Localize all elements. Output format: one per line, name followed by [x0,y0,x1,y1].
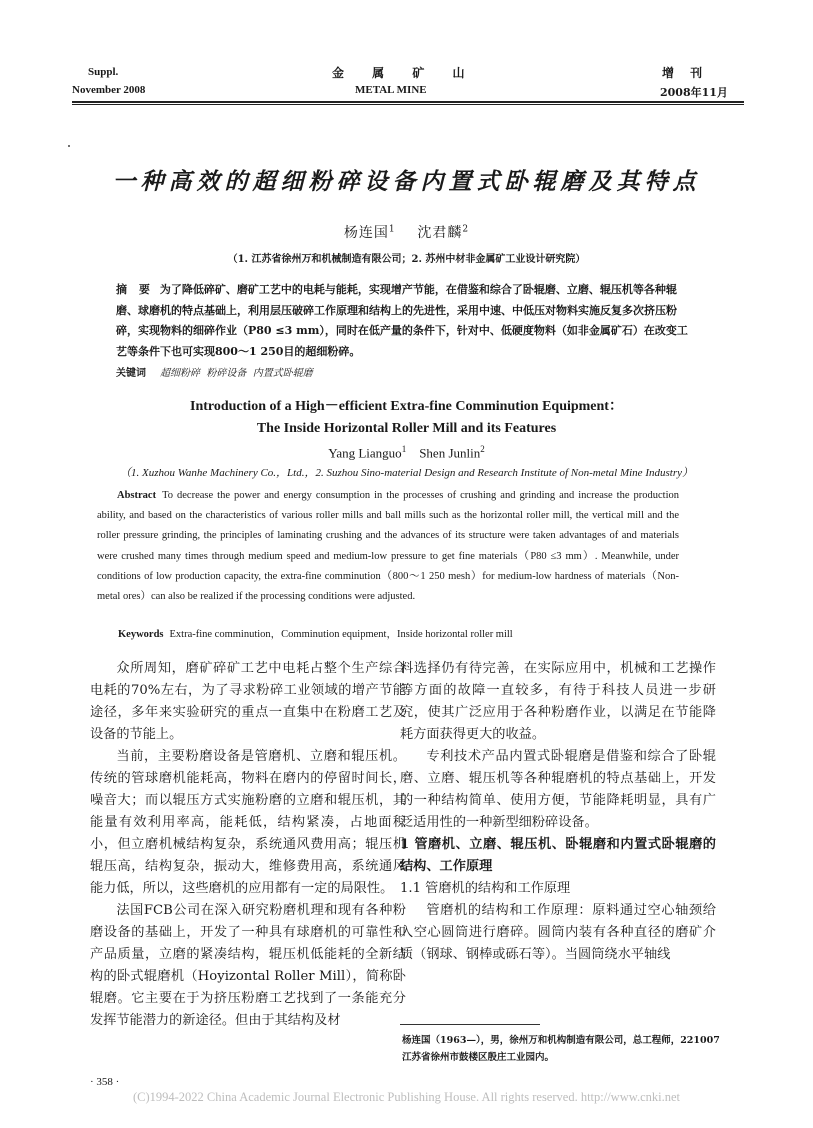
page-number: · 358 · [90,1076,120,1088]
abstract-en-text: To decrease the power and energy consumption in the processes of crushing and grinding and increase the production ability, and based on the characteristics of various roller mills and ball mills such as the horizontal roller mill, the vertical mill and the roller pressure grinding, the principles of laminating crushing and the advances of its structure were taken advantages of and materials were crushed many times through medium speed and medium-low pressure to get fine materials（P80 ≤3 mm）. Meanwhile, under conditions of low production capacity, the extra-fine comminution（800～1 250 mesh）for medium-low hardness of materials（Non-metal ores）can also be realized if the processing conditions were adjusted. [97,490,679,603]
author-name: 杨连国 [343,225,389,241]
body-paragraph: 料选择仍有待完善，在实际应用中，机械和工艺操作等方面的故障一直较多，有待于科技人员进一步研究，使其广泛应用于各种粉磨作业，以满足在节能降耗方面获得更大的收益。 [400,661,716,742]
copyright-notice: (C)1994-2022 China Academic Journal Electronic Publishing House. All rights reserved. http://www.cnki.net [132,1090,680,1104]
footnote-rule [400,1024,540,1025]
author-affil-mark: 1 [401,444,407,454]
body-paragraph: 众所周知，磨矿碎矿工艺中电耗占整个生产综合电耗的70%左右，为了寻求粉碎工业领域的增产节能途径，多年来实验研究的重点一直集中在粉磨工艺及设备的节能上。 [90,661,406,742]
body-paragraph: 当前，主要粉磨设备是管磨机、立磨和辊压机。传统的管球磨机能耗高，物料在磨内的停留时间长，噪音大；而以辊压方式实施粉磨的立磨和辊压机，其能量有效利用率高，能耗低，结构紧凑，占地面积小，但立磨机械结构复杂，系统通风费用高；辊压机辊压高，结构复杂，振动大，维修费用高，系统通风能力低，所以，这些磨机的应用都有一定的局限性。 [90,749,406,896]
keywords-en-label: Keywords [118,629,164,640]
header-suppl: Suppl. [88,66,119,78]
author-affil-mark: 2 [462,224,470,235]
paper-title-en-line2: The Inside Horizontal Roller Mill and its Features [256,421,557,436]
body-paragraph: 专利技术产品内置式卧辊磨是借鉴和综合了卧辊磨、立磨、辊压机等各种辊磨机的特点基础上，开发的一种结构简单、使用方便，节能降耗明显，具有广泛适用性的一种新型细粉碎设备。 [400,749,716,830]
author-affil-mark: 2 [480,444,485,454]
abstract-cn-text: 为了降低碎矿、磨矿工艺中的电耗与能耗，实现增产节能，在借鉴和综合了卧辊磨、立磨、辊压机等各种辊磨、球磨机的特点基础上，利用层压破碎工作原理和结构上的先进性，采用中速、中低压对物料实施反复多次挤压粉碎，实现物料的细碎作业（P80 ≤3 mm），同时在低产量的条件下，针对中、低硬度物料（如非金属矿石）在改变工艺等条件下也可实现800～1 250目的超细粉碎。 [116,283,688,358]
section-heading: 1 管磨机、立磨、辊压机、卧辊磨和内置式卧辊磨的结构、工作原理 [400,837,716,874]
paper-title-en [0,396,813,440]
keywords-cn-label: 关键词 [116,368,146,379]
abstract-en [97,486,679,607]
header-rule [72,101,744,103]
body-paragraph: 管磨机的结构和工作原理：原料通过空心轴颈给入空心圆筒进行磨碎。圆筒内装有各种直径的磨矿介质（钢球、钢棒或砾石等）。当圆筒绕水平轴线 [400,903,716,962]
keywords-en-text: Extra-fine comminution，Comminution equipment，Inside horizontal roller mill [169,629,513,640]
authors-en [0,444,813,461]
abstract-en-label: Abstract [117,490,157,501]
body-left-column [90,658,406,1032]
author-name: 沈君麟 [417,225,463,241]
subsection-heading: 1.1 管磨机的结构和工作原理 [400,881,571,896]
header-date-en: November 2008 [72,84,146,96]
affiliation-en: （1. Xuzhou Wanhe Machinery Co.，Ltd.，2. Suzhou Sino-material Design and Research Institute of Non-metal Mine Industry） [120,467,693,479]
abstract-cn-label: 摘 要 [116,283,154,296]
keywords-en [118,626,698,641]
author-footnote: 杨连国（1963—），男，徐州万和机构制造有限公司，总工程师，221007 江苏省徐州市鼓楼区殷庄工业园内。 [402,1035,720,1063]
header-rule-thin [72,104,744,105]
paper-title-en-line1: Introduction of a High－efficient Extra-fine Comminution Equipment： [190,399,623,414]
author-name-en: Shen Junlin [419,445,481,461]
body-paragraph: 法国FCB公司在深入研究粉磨机理和现有各种粉磨设备的基础上，开发了一种具有球磨机的可靠性和产品质量，立磨的紧凑结构，辊压机低能耗的全新结构的卧式辊磨机（Hoyizontal Roller Mill），简称卧辊磨。它主要在于为挤压粉磨工艺找到了一条能充分发挥节能潜力的新途径。但由于其结构及材 [90,903,406,1028]
author-affil-mark: 1 [388,224,396,235]
header-date-cn: 2008年11月 [660,86,728,99]
header-journal-cn: 金 属 矿 山 [332,66,477,80]
header-supplement-cn: 增 刊 [662,66,709,80]
abstract-cn [116,280,696,362]
body-right-column [400,658,716,966]
affiliation-cn: （1. 江苏省徐州万和机械制造有限公司；2. 苏州中材非金属矿工业设计研究院） [227,254,586,265]
author-name-en: Yang Lianguo [328,445,402,461]
keywords-cn [116,364,696,379]
authors-cn [0,222,813,242]
paper-title-cn: 一种高效的超细粉碎设备内置式卧辊磨及其特点 [112,168,701,195]
stray-mark [68,145,70,147]
header-journal-en: METAL MINE [355,84,427,96]
keywords-cn-text: 超细粉碎 粉碎设备 内置式卧辊磨 [160,368,313,379]
